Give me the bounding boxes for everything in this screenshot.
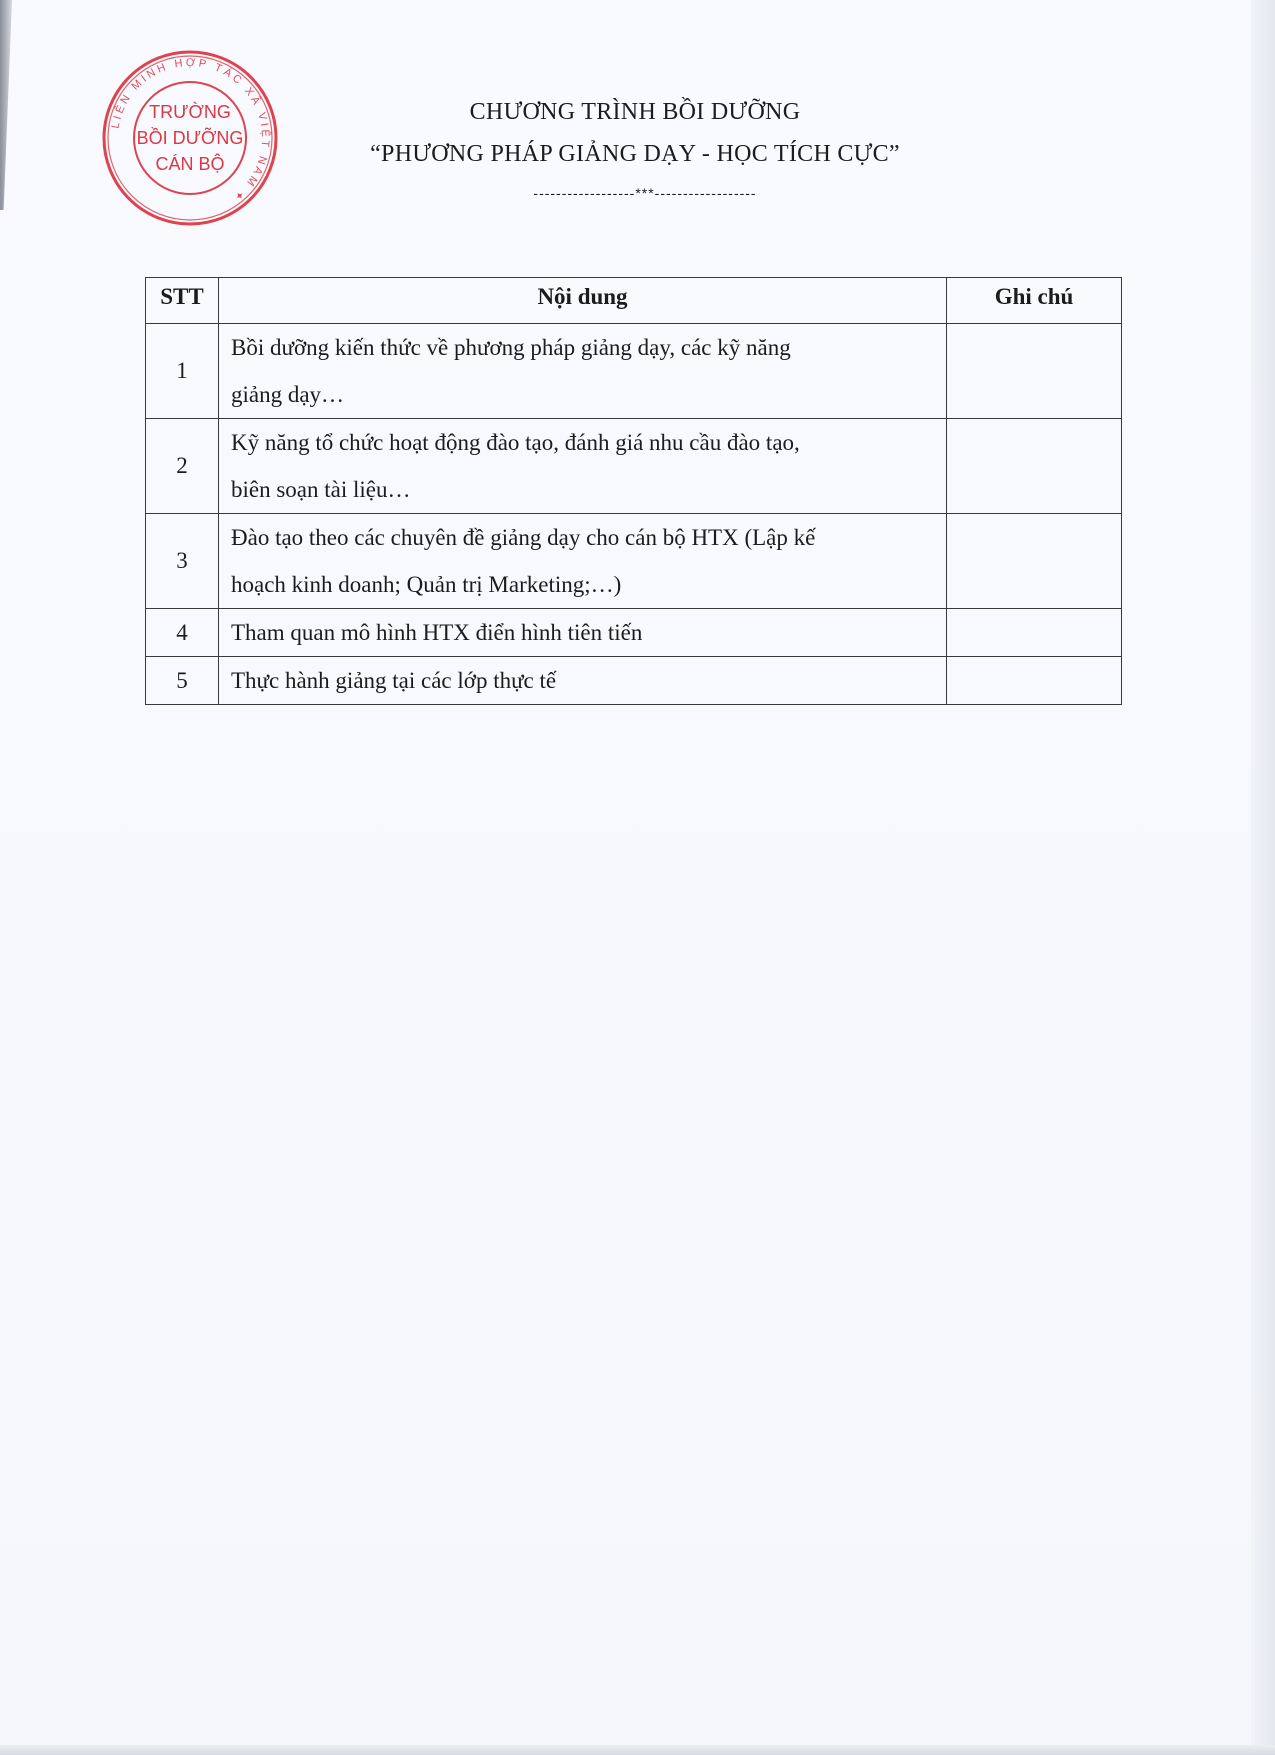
- header-content: Nội dung: [219, 278, 947, 324]
- row-number: 5: [146, 657, 219, 705]
- table-header-row: [146, 278, 1122, 324]
- row-note: [947, 324, 1122, 419]
- row-content: [219, 324, 947, 419]
- row-note: [947, 609, 1122, 657]
- table-row: [146, 657, 1122, 705]
- row-note: [947, 419, 1122, 514]
- table-row: [146, 419, 1122, 514]
- title-divider: ------------------***------------------: [533, 185, 757, 201]
- content-line: Tham quan mô hình HTX điển hình tiên tiến: [231, 620, 643, 645]
- scan-right-edge: [1251, 0, 1275, 1755]
- row-number: 4: [146, 609, 219, 657]
- table-row: [146, 609, 1122, 657]
- table-row: [146, 324, 1122, 419]
- header-stt: STT: [146, 278, 219, 324]
- content-line: giảng dạy…: [231, 382, 345, 407]
- program-title: CHƯƠNG TRÌNH BỒI DƯỠNG: [469, 99, 801, 125]
- row-content: [219, 657, 947, 705]
- content-line: biên soạn tài liệu…: [231, 477, 411, 502]
- row-note: [947, 657, 1122, 705]
- document-header: [240, 100, 1030, 200]
- svg-text:CÁN BỘ: CÁN BỘ: [155, 154, 225, 174]
- scan-edge-shadow: [0, 0, 12, 210]
- content-line: hoạch kinh doanh; Quản trị Marketing;…): [231, 572, 622, 597]
- svg-text:TRƯỜNG: TRƯỜNG: [149, 102, 231, 122]
- content-line: Thực hành giảng tại các lớp thực tế: [231, 668, 557, 693]
- scan-bottom-edge: [0, 1745, 1275, 1755]
- content-line: Kỹ năng tổ chức hoạt động đào tạo, đánh giá nhu cầu đào tạo,: [231, 430, 800, 455]
- content-line: Bồi dưỡng kiến thức về phương pháp giảng dạy, các kỹ năng: [231, 335, 791, 360]
- program-content-table: [145, 277, 1122, 705]
- header-note: Ghi chú: [947, 278, 1122, 324]
- row-content: [219, 419, 947, 514]
- svg-text:BỒI DƯỠNG: BỒI DƯỠNG: [136, 128, 244, 148]
- row-number: 1: [146, 324, 219, 419]
- content-line: Đào tạo theo các chuyên đề giảng dạy cho cán bộ HTX (Lập kế: [231, 525, 816, 550]
- row-number: 2: [146, 419, 219, 514]
- program-subtitle: “PHƯƠNG PHÁP GIẢNG DẠY - HỌC TÍCH CỰC”: [370, 141, 900, 167]
- svg-text:LIÊN MINH HỢP TÁC XÃ VIỆT NAM: LIÊN MINH HỢP TÁC XÃ VIỆT NAM ✦: [109, 56, 272, 205]
- row-content: [219, 609, 947, 657]
- row-note: [947, 514, 1122, 609]
- table-row: [146, 514, 1122, 609]
- row-content: [219, 514, 947, 609]
- row-number: 3: [146, 514, 219, 609]
